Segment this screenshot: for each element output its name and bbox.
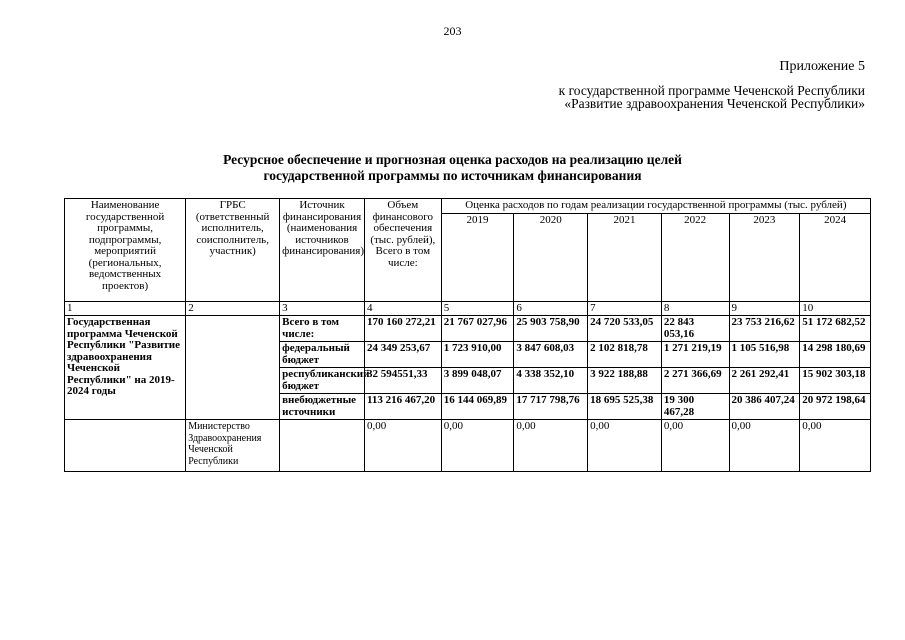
source-cell: Всего в том числе:: [280, 316, 365, 342]
year-value-cell: 0,00: [800, 420, 871, 472]
budget-table: [64, 198, 871, 472]
header-name: Наименование государственной программы, подпрограммы, мероприятий (региональных, ведомственных проектов): [65, 199, 186, 302]
header-grbs: ГРБС (ответственный исполнитель, соисполнитель, участник): [186, 199, 280, 302]
column-number: 1: [65, 301, 186, 316]
year-value-cell: 2 271 366,69: [661, 368, 729, 394]
table-row-total: [65, 316, 871, 342]
source-empty: [280, 420, 365, 472]
appendix-caption-line-2: «Развитие здравоохранения Чеченской Республики»: [564, 96, 865, 111]
year-value-cell: 22 843 053,16: [661, 316, 729, 342]
program-name: Государственная программа Чеченской Республики "Развитие здравоохранения Чеченской Республики" на 2019-2024 годы: [65, 316, 186, 420]
column-number-row: [65, 301, 871, 316]
year-value-cell: 17 717 798,76: [514, 394, 588, 420]
year-value-cell: 16 144 069,89: [441, 394, 514, 420]
year-value-cell: 1 271 219,19: [661, 342, 729, 368]
year-value-cell: 1 105 516,98: [729, 342, 800, 368]
header-row-1: [65, 199, 871, 214]
page-number: 203: [443, 24, 462, 38]
program-name-empty: [65, 420, 186, 472]
header-year: 2022: [661, 213, 729, 301]
year-value-cell: 0,00: [729, 420, 800, 472]
appendix-title: Приложение 5: [779, 59, 865, 74]
year-value-cell: 2 261 292,41: [729, 368, 800, 394]
year-value-cell: 20 386 407,24: [729, 394, 800, 420]
header-year: 2020: [514, 213, 588, 301]
grbs-ministry: Министерство Здравоохранения Чеченской Республики: [186, 420, 280, 472]
year-value-cell: 18 695 525,38: [588, 394, 662, 420]
source-cell: республиканский бюджет: [280, 368, 365, 394]
document-title: [0, 152, 905, 184]
year-value-cell: 25 903 758,90: [514, 316, 588, 342]
total-cell: 0,00: [364, 420, 441, 472]
year-value-cell: 23 753 216,62: [729, 316, 800, 342]
year-value-cell: 0,00: [514, 420, 588, 472]
column-number: 7: [588, 301, 662, 316]
total-cell: 24 349 253,67: [364, 342, 441, 368]
year-value-cell: 0,00: [588, 420, 662, 472]
year-value-cell: 1 723 910,00: [441, 342, 514, 368]
source-cell: внебюджетные источники: [280, 394, 365, 420]
year-value-cell: 24 720 533,05: [588, 316, 662, 342]
header-source: Источник финансирования (наименования источников финансирования): [280, 199, 365, 302]
column-number: 4: [364, 301, 441, 316]
year-value-cell: 15 902 303,18: [800, 368, 871, 394]
column-number: 3: [280, 301, 365, 316]
column-number: 5: [441, 301, 514, 316]
column-number: 6: [514, 301, 588, 316]
column-number: 9: [729, 301, 800, 316]
header-year: 2019: [441, 213, 514, 301]
document-title-line-2: государственной программы по источникам финансирования: [263, 168, 642, 183]
header-year: 2021: [588, 213, 662, 301]
year-value-cell: 21 767 027,96: [441, 316, 514, 342]
source-cell: федеральный бюджет: [280, 342, 365, 368]
appendix-caption-line-1: к государственной программе Чеченской Республики: [558, 83, 865, 98]
header-volume: Объем финансового обеспечения (тыс. рублей), Всего в том числе:: [364, 199, 441, 302]
document-title-line-1: Ресурсное обеспечение и прогнозная оценка расходов на реализацию целей: [223, 152, 682, 167]
total-cell: 32 594551,33: [364, 368, 441, 394]
year-value-cell: 4 338 352,10: [514, 368, 588, 394]
appendix-caption: [559, 84, 865, 110]
grbs-empty: [186, 316, 280, 420]
year-value-cell: 3 847 608,03: [514, 342, 588, 368]
year-value-cell: 3 899 048,07: [441, 368, 514, 394]
header-estimate: Оценка расходов по годам реализации государственной программы (тыс. рублей): [441, 199, 870, 214]
year-value-cell: 14 298 180,69: [800, 342, 871, 368]
year-value-cell: 51 172 682,52: [800, 316, 871, 342]
table-row-ministry: [65, 420, 871, 472]
header-year: 2024: [800, 213, 871, 301]
year-value-cell: 19 300 467,28: [661, 394, 729, 420]
year-value-cell: 3 922 188,88: [588, 368, 662, 394]
total-cell: 170 160 272,21: [364, 316, 441, 342]
header-year: 2023: [729, 213, 800, 301]
year-value-cell: 0,00: [661, 420, 729, 472]
year-value-cell: 2 102 818,78: [588, 342, 662, 368]
column-number: 10: [800, 301, 871, 316]
year-value-cell: 20 972 198,64: [800, 394, 871, 420]
column-number: 2: [186, 301, 280, 316]
year-value-cell: 0,00: [441, 420, 514, 472]
total-cell: 113 216 467,20: [364, 394, 441, 420]
column-number: 8: [661, 301, 729, 316]
